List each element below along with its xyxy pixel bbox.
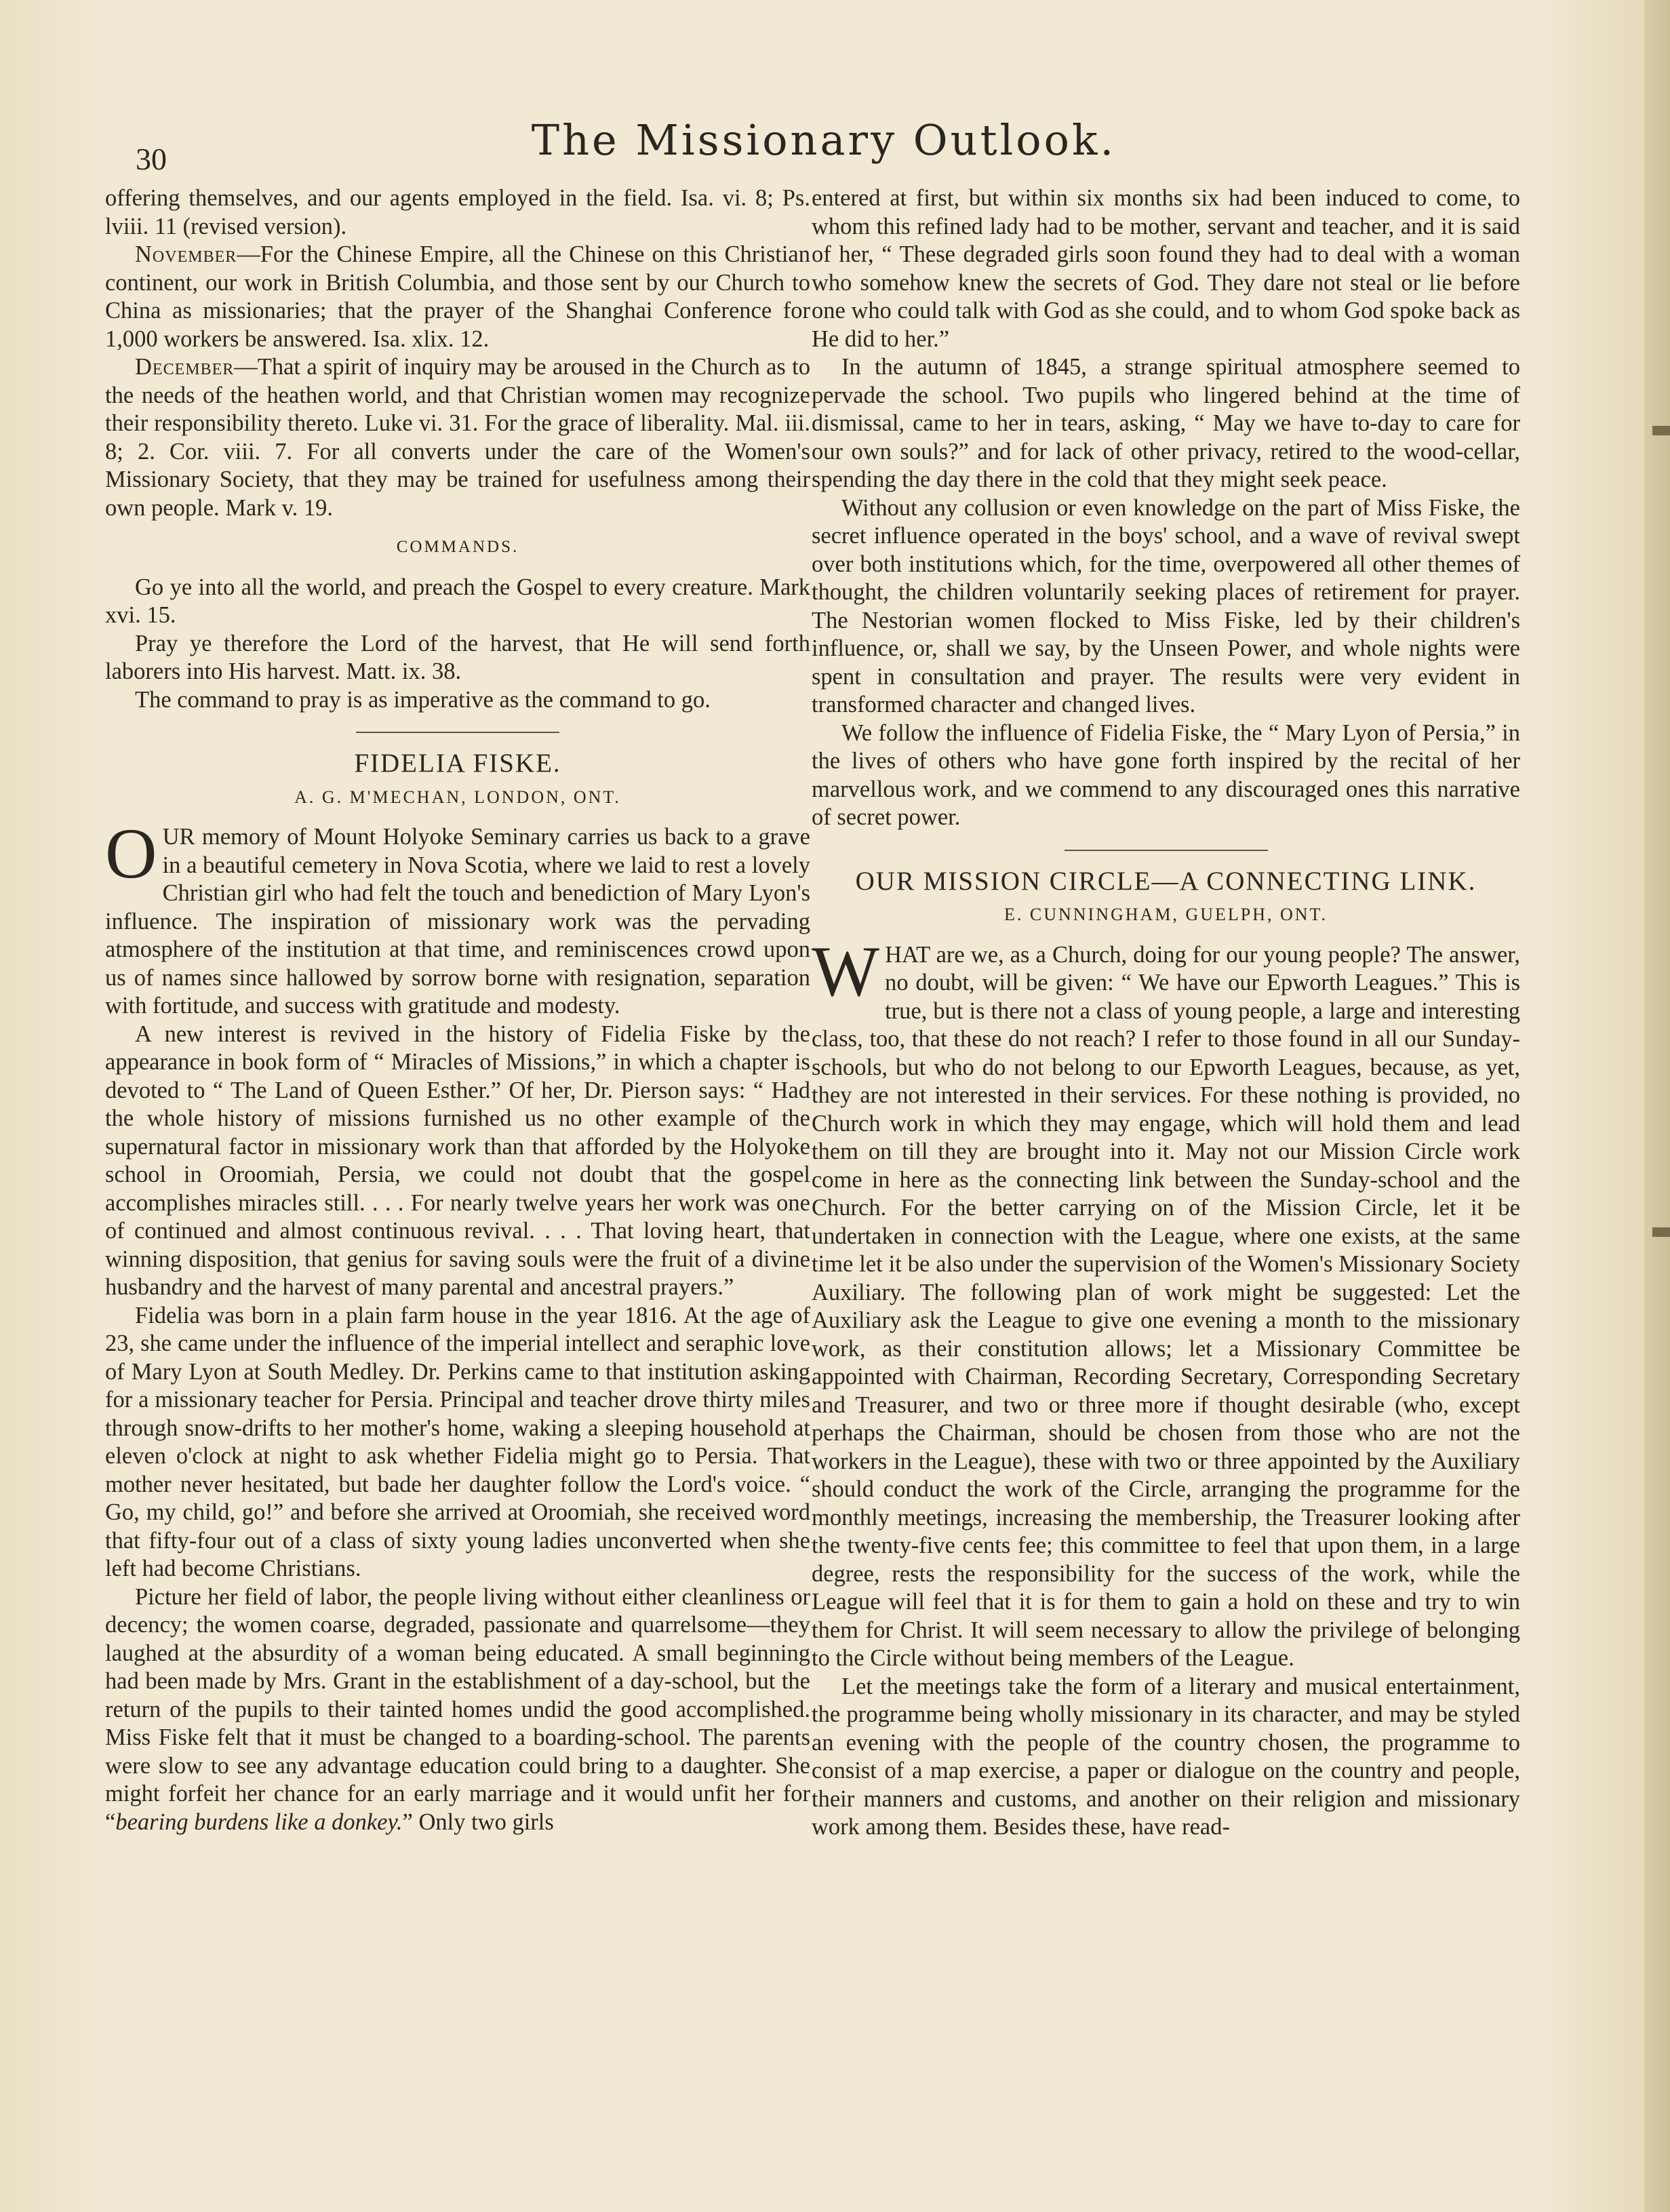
article-paragraph: Without any collusion or even knowledge on the part of Miss Fiske, the secret influence operated in the boys' school, and a wave of revival swept over both institutions which, for the time, overpowered all other themes of thought, the children voluntarily seeking places of retirement for prayer. The Nestorian women flocked to Miss Fiske, led by their children's influence, or, shall we say, by the Unseen Power, and whole nights were spent in consultation and prayer. The results were very evident in transformed character and changed lives.	[812, 494, 1520, 717]
article-paragraph: Fidelia was born in a plain farm house in the year 1816. At the age of 23, she came under the influence of the imperial intellect and seraphic love of Mary Lyon at South Medley. Dr. Perkins came to that institution asking for a missionary teacher for Persia. Principal and teacher drove thirty miles through snow-drifts to her mother's home, waking a sleeping household at eleven o'clock at night to ask whether Fidelia might go to Persia. That mother never hesitated, but bade her daughter follow the Lord's voice. “ Go, my child, go!” and before she arrived at Oroomiah, she received word that fifty-four out of a class of sixty young ladies unconverted when she left had become Christians.	[105, 1302, 810, 1581]
right-column	[812, 184, 1520, 1842]
page-number: 30	[136, 142, 167, 176]
margin-tab-mark	[1652, 426, 1670, 435]
article-paragraph: Let the meetings take the form of a literary and musical entertainment, the programme being wholly missionary in its character, and may be styled an evening with the people of the country chosen, the programme to consist of a map exercise, a paper or dialogue on the country and people, their manners and customs, and another on their religion and missionary work among them. Besides these, have read-	[812, 1673, 1520, 1840]
paragraph-text: HAT are we, as a Church, doing for our young people? The answer, no doubt, will be given: “ We have our Epworth Leagues.” This is true, but is there not a class of young people, a large and interesting class, too, that these do not reach? I refer to those found in all our Sunday-schools, but who do not belong to our Epworth Leagues, because, as yet, they are not interested in their services. For these nothing is provided, no Church work in which they may engage, which will hold them and lead them on till they are brought into it. May not our Mission Circle work come in here as the connecting link between the Sunday-school and the Church. For the better carrying on of the Mission Circle, let it be undertaken in connection with the League, where one exists, at the same time let it be also under the supervision of the Women's Missionary Society Auxiliary. The following plan of work might be suggested: Let the Auxiliary ask the League to give one evening a month to the missionary work, as their constitution allows; let a Missionary Committee be appointed with Chairman, Recording Secretary, Corresponding Secretary and Treasurer, and two or three more if thought desirable (who, except perhaps the Chairman, should be chosen from those who are not the workers in the League), these with two or three appointed by the Auxiliary should conduct the work of the Circle, arranging the programme for the monthly meetings, increasing the membership, the Treasurer looking after the twenty-five cents fee; this committee to feel that upon them, in a large degree, rests the responsibility for the success of the work, while the League will feel that it is for them to gain a hold on these and try to win them for Christ. It will seem necessary to allow the privilege of belonging to the Circle without being members of the League.	[812, 941, 1520, 1671]
italic-quote: bearing burdens like a donkey.	[115, 1809, 403, 1835]
month-label: December	[135, 354, 235, 380]
command-item: The command to pray is as imperative as the command to go.	[135, 686, 711, 713]
page-header	[108, 102, 1539, 176]
article-paragraph	[105, 1583, 810, 1837]
paragraph-text: Picture her field of labor, the people living without either cleanliness or decency; the women coarse, degraded, passionate and quarrelsome—they laughed at the absurdity of a woman being educated. A small beginning had been made by Mrs. Grant in the establishment of a day-school, but the return of the pupils to their tainted homes undid the good accomplished. Miss Fiske felt that it must be changed to a boarding-school. The parents were slow to see any advantage education could bring to a daughter. She might forfeit her chance for an early marriage and it would unfit her for “	[105, 1583, 810, 1835]
journal-title: The Missionary Outlook.	[531, 115, 1117, 165]
margin-tab-mark	[1652, 1227, 1670, 1237]
article-paragraph: entered at first, but within six months six had been induced to come, to whom this refined lady had to be mother, servant and teacher, and it is said of her, “ These degraded girls soon found they had to deal with a woman who somehow knew the secrets of God. They dare not steal or lie before one who could talk with God as she could, and to whom God spoke back as He did to her.”	[812, 185, 1520, 352]
command-item: Go ye into all the world, and preach the Gospel to every creature. Mark xvi. 15.	[105, 574, 810, 628]
paragraph-text: UR memory of Mount Holyoke Seminary carries us back to a grave in a beautiful cemetery in Nova Scotia, where we laid to rest a lovely Christian girl who had felt the touch and benediction of Mary Lyon's influence. The inspiration of missionary work was the pervading atmosphere of the institution at that time, and reminiscences crowd upon us of names since hallowed by sorrow borne with resignation, separation with fortitude, and success with gratitude and modesty.	[105, 824, 810, 1019]
prayer-calendar-continuation: offering themselves, and our agents employed in the field. Isa. vi. 8; Ps. lviii. 11 (revised version).	[105, 185, 810, 239]
article-title: FIDELIA FISKE.	[354, 749, 561, 778]
article-byline: E. CUNNINGHAM, GUELPH, ONT.	[1004, 905, 1328, 924]
drop-cap: O	[105, 814, 157, 893]
commands-heading: COMMANDS.	[396, 538, 519, 556]
left-column	[105, 184, 810, 1836]
month-label: November	[135, 241, 237, 267]
article-paragraph	[812, 931, 1520, 1673]
section-divider	[356, 732, 559, 733]
article-paragraph: A new interest is revived in the history of Fidelia Fiske by the appearance in book form of “ Miracles of Missions,” in which a chapter is devoted to “ The Land of Queen Esther.” Of her, Dr. Pierson says: “ Had the whole history of missions furnished us no other example of the supernatural factor in missionary work than that afforded by the Holyoke school in Oroomiah, Persia, we could not doubt that the gospel accomplishes miracles still. . . . For nearly twelve years her work was one of continued and almost continuous revival. . . . That loving heart, that winning disposition, that genius for saving souls were the fruit of a divine husbandry and the harvest of many parental and ancestral prayers.”	[105, 1021, 810, 1300]
month-text: —For the Chinese Empire, all the Chinese on this Christian continent, our work in British Columbia, and those sent by our Church to China as missionaries; that the prayer of the Shanghai Conference for 1,000 workers be answered. Isa. xlix. 12.	[105, 241, 810, 352]
prayer-calendar-november	[105, 241, 810, 353]
article-paragraph: In the autumn of 1845, a strange spiritual atmosphere seemed to pervade the school. Two pupils who lingered behind at the time of dismissal, came to her in tears, asking, “ May we have to-day to care for our own souls?” and for lack of other privacy, retired to the wood-cellar, spending the day there in the cold that they might seek peace.	[812, 354, 1520, 492]
drop-cap: W	[812, 931, 880, 1011]
prayer-calendar-december	[105, 353, 810, 522]
article-byline: A. G. M'MECHAN, LONDON, ONT.	[294, 787, 621, 807]
article-paragraph	[105, 814, 810, 1021]
command-item: Pray ye therefore the Lord of the harvest, that He will send forth laborers into His harvest. Matt. ix. 38.	[105, 630, 810, 684]
page-edge-shadow	[1644, 0, 1670, 2212]
article-title: OUR MISSION CIRCLE—A CONNECTING LINK.	[855, 866, 1477, 896]
month-text: —That a spirit of inquiry may be aroused in the Church as to the needs of the heathen world, and that Christian women may recognize their responsibility thereto. Luke vi. 31. For the grace of liberality. Mal. iii. 8; 2. Cor. viii. 7. For all converts under the care of the Women's Missionary Society, that they may be trained for usefulness among their own people. Mark v. 19.	[105, 354, 810, 521]
section-divider	[1065, 850, 1268, 851]
paragraph-text: ” Only two girls	[402, 1809, 554, 1835]
article-paragraph: We follow the influence of Fidelia Fiske, the “ Mary Lyon of Persia,” in the lives of others who have gone forth inspired by the recital of her marvellous work, and we commend to any discouraged ones this narrative of secret power.	[812, 719, 1520, 830]
